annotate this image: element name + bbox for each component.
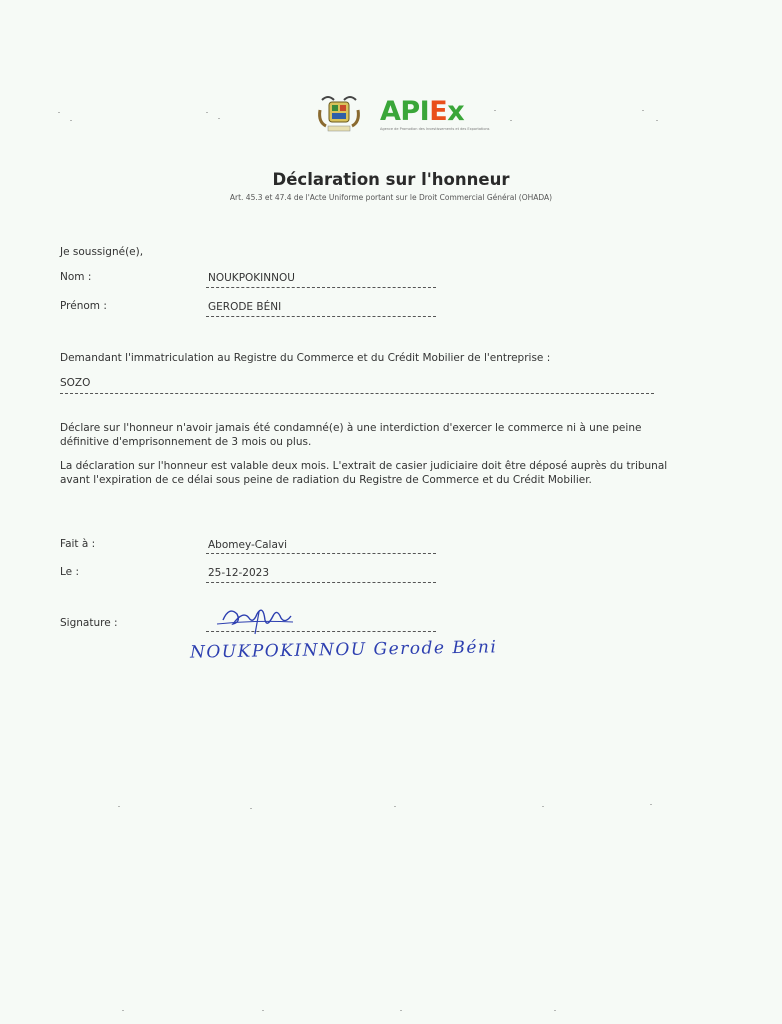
coat-of-arms-icon bbox=[316, 92, 362, 136]
intro-text: Je soussigné(e), bbox=[60, 246, 144, 258]
declaration-paragraph-1 bbox=[60, 421, 720, 449]
nom-value: NOUKPOKINNOU bbox=[208, 272, 295, 284]
prenom-value: GERODE BÉNI bbox=[208, 301, 282, 313]
nom-label: Nom : bbox=[60, 271, 92, 283]
logo-tagline: Agence de Promotion des Investissements et des Exportations bbox=[380, 127, 490, 131]
date-underline bbox=[206, 582, 436, 583]
date-value: 25-12-2023 bbox=[208, 567, 270, 579]
declaration-1-line-1: Déclare sur l'honneur n'avoir jamais été condamné(e) à une interdiction d'exercer le commerce ni à une peine bbox=[60, 422, 642, 434]
prenom-label: Prénom : bbox=[60, 300, 107, 312]
apiex-logo bbox=[380, 96, 464, 127]
declaration-2-line-2: avant l'expiration de ce délai sous peine de radiation du Registre de Commerce et du Crédit Mobilier. bbox=[60, 474, 592, 486]
declaration-2-line-1: La déclaration sur l'honneur est valable deux mois. L'extrait de casier judiciaire doit être déposé auprès du tribunal bbox=[60, 460, 668, 472]
declaration-1-line-2: définitive d'emprisonnement de 3 mois ou plus. bbox=[60, 436, 312, 448]
logo-text-main: API bbox=[380, 96, 430, 127]
company-name: SOZO bbox=[60, 377, 91, 389]
nom-underline bbox=[206, 287, 436, 288]
place-value: Abomey-Calavi bbox=[208, 539, 288, 551]
logo-text-end: x bbox=[447, 96, 465, 127]
document-subtitle: Art. 45.3 et 47.4 de l'Acte Uniforme portant sur le Droit Commercial Général (OHADA) bbox=[229, 193, 553, 202]
handwritten-signature-name: NOUKPOKINNOU Gerode Béni bbox=[189, 637, 498, 663]
declaration-paragraph-2 bbox=[60, 459, 720, 487]
signature-label: Signature : bbox=[60, 617, 118, 629]
request-text: Demandant l'immatriculation au Registre du Commerce et du Crédit Mobilier de l'entreprise : bbox=[60, 352, 551, 364]
place-label: Fait à : bbox=[60, 538, 96, 550]
signature-underline bbox=[206, 631, 436, 632]
company-underline bbox=[60, 393, 654, 394]
date-label: Le : bbox=[60, 566, 80, 578]
document-title: Déclaration sur l'honneur bbox=[272, 170, 510, 189]
prenom-underline bbox=[206, 316, 436, 317]
place-underline bbox=[206, 553, 436, 554]
logo-text-accent: E bbox=[429, 96, 448, 127]
